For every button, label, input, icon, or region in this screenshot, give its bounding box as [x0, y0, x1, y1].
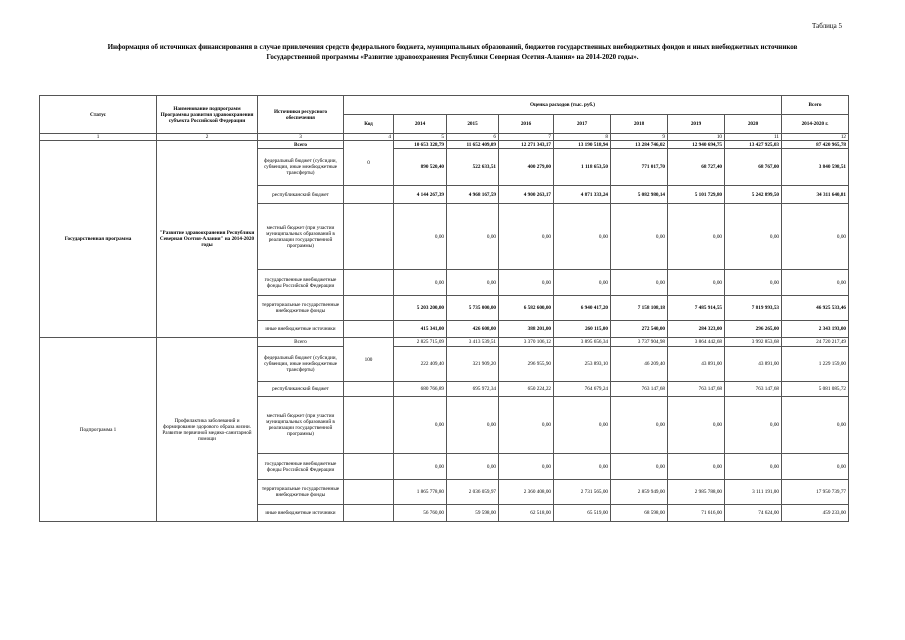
value-cell: 3 111 191,00	[725, 480, 782, 505]
value-cell: 415 341,00	[394, 321, 447, 338]
value-cell: 650 224,22	[499, 382, 554, 397]
source-cell: местный бюджет (при участии муниципальных образований в реализации государственной программы)	[258, 397, 344, 454]
value-cell: 0,00	[725, 454, 782, 480]
code-cell-empty	[344, 321, 394, 338]
value-cell: 6 940 417,20	[554, 296, 611, 321]
header-year-2016: 2016	[499, 115, 554, 134]
value-cell: 43 891,00	[668, 347, 725, 382]
value-cell: 65 519,00	[554, 505, 611, 522]
value-cell: 13 190 518,94	[554, 141, 611, 149]
code-cell-empty	[344, 204, 394, 270]
value-cell: 0,00	[725, 397, 782, 454]
value-cell: 11 652 409,09	[447, 141, 499, 149]
value-cell: 3 895 656,34	[554, 338, 611, 347]
value-cell: 0,00	[782, 397, 849, 454]
value-cell: 0,00	[611, 397, 668, 454]
value-cell: 426 608,00	[447, 321, 499, 338]
value-cell: 388 201,00	[499, 321, 554, 338]
source-cell: иные внебюджетные источники	[258, 505, 344, 522]
value-cell: 2 859 949,00	[611, 480, 668, 505]
value-cell: 4 871 333,24	[554, 186, 611, 204]
value-cell: 68 767,00	[725, 149, 782, 186]
header-year-2019: 2019	[668, 115, 725, 134]
value-cell: 5 735 000,00	[447, 296, 499, 321]
value-cell: 0,00	[611, 270, 668, 296]
value-cell: 34 311 640,81	[782, 186, 849, 204]
value-cell: 0,00	[499, 270, 554, 296]
value-cell: 0,00	[782, 454, 849, 480]
value-cell: 0,00	[499, 204, 554, 270]
source-cell: Всего	[258, 338, 344, 347]
value-cell: 0,00	[725, 270, 782, 296]
value-cell: 2 731 565,00	[554, 480, 611, 505]
financing-table	[39, 95, 849, 522]
value-cell: 0,00	[447, 270, 499, 296]
col-number: 9	[611, 134, 668, 141]
header-period: 2014-2020 г.	[782, 115, 849, 134]
value-cell: 0,00	[499, 397, 554, 454]
value-cell: 0,00	[668, 397, 725, 454]
value-cell: 260 115,00	[554, 321, 611, 338]
value-cell: 400 279,00	[499, 149, 554, 186]
value-cell: 522 633,51	[447, 149, 499, 186]
source-cell: иные внебюджетные источники	[258, 321, 344, 338]
status-cell: Подпрограмма 1	[40, 338, 157, 522]
header-source: Источники ресурсного обеспечения	[258, 96, 344, 134]
value-cell: 680 766,89	[394, 382, 447, 397]
value-cell: 0,00	[394, 270, 447, 296]
header-year-2015: 2015	[447, 115, 499, 134]
program-name-cell: "Развитие здравоохранения Республики Северная Осетия-Алания" на 2014-2020 годы	[157, 141, 258, 338]
value-cell: 68 727,40	[668, 149, 725, 186]
value-cell: 2 985 788,00	[668, 480, 725, 505]
value-cell: 87 420 965,78	[782, 141, 849, 149]
value-cell: 0,00	[447, 204, 499, 270]
value-cell: 3 864 442,68	[668, 338, 725, 347]
value-cell: 46 925 533,46	[782, 296, 849, 321]
code-cell-empty	[344, 454, 394, 480]
value-cell: 0,00	[447, 454, 499, 480]
value-cell: 12 940 694,75	[668, 141, 725, 149]
code-cell: 0	[344, 141, 394, 186]
source-cell: республиканский бюджет	[258, 186, 344, 204]
value-cell: 43 891,00	[725, 347, 782, 382]
value-cell: 0,00	[394, 204, 447, 270]
value-cell: 12 271 343,17	[499, 141, 554, 149]
value-cell: 3 992 853,68	[725, 338, 782, 347]
value-cell: 3 737 904,98	[611, 338, 668, 347]
value-cell: 695 972,34	[447, 382, 499, 397]
value-cell: 1 229 159,00	[782, 347, 849, 382]
col-number: 1	[40, 134, 157, 141]
source-cell: федеральный бюджет (субсидии, субвенции, иные межбюджетные трансферты)	[258, 149, 344, 186]
code-cell-empty	[344, 186, 394, 204]
value-cell: 3 413 539,51	[447, 338, 499, 347]
header-year-2014: 2014	[394, 115, 447, 134]
header-estimate: Оценка расходов (тыс. руб.)	[344, 96, 782, 115]
value-cell: 5 082 980,14	[611, 186, 668, 204]
value-cell: 4 144 267,39	[394, 186, 447, 204]
status-cell: Государственная программа	[40, 141, 157, 338]
value-cell: 0,00	[725, 204, 782, 270]
value-cell: 0,00	[611, 454, 668, 480]
value-cell: 0,00	[447, 397, 499, 454]
code-cell-empty	[344, 397, 394, 454]
value-cell: 7 485 914,55	[668, 296, 725, 321]
source-cell: Всего	[258, 141, 344, 149]
value-cell: 68 598,00	[611, 505, 668, 522]
value-cell: 0,00	[554, 270, 611, 296]
value-cell: 2 343 193,00	[782, 321, 849, 338]
value-cell: 0,00	[782, 270, 849, 296]
source-cell: республиканский бюджет	[258, 382, 344, 397]
source-cell: государственные внебюджетные фонды Российской Федерации	[258, 454, 344, 480]
source-cell: федеральный бюджет (субсидии, субвенции, иные межбюджетные трансферты)	[258, 347, 344, 382]
value-cell: 222 409,40	[394, 347, 447, 382]
value-cell: 296 265,00	[725, 321, 782, 338]
value-cell: 2 036 059,97	[447, 480, 499, 505]
value-cell: 763 147,68	[668, 382, 725, 397]
value-cell: 13 427 925,03	[725, 141, 782, 149]
code-cell-empty	[344, 505, 394, 522]
value-cell: 0,00	[668, 454, 725, 480]
value-cell: 321 909,20	[447, 347, 499, 382]
value-cell: 6 582 600,00	[499, 296, 554, 321]
value-cell: 0,00	[611, 204, 668, 270]
col-number: 7	[499, 134, 554, 141]
header-year-2017: 2017	[554, 115, 611, 134]
source-cell: территориальные государственные внебюджетные фонды	[258, 480, 344, 505]
value-cell: 0,00	[554, 454, 611, 480]
value-cell: 0,00	[554, 397, 611, 454]
header-year-2018: 2018	[611, 115, 668, 134]
value-cell: 0,00	[394, 454, 447, 480]
col-number: 10	[668, 134, 725, 141]
value-cell: 763 147,68	[611, 382, 668, 397]
value-cell: 4 968 167,59	[447, 186, 499, 204]
value-cell: 0,00	[668, 270, 725, 296]
value-cell: 0,00	[554, 204, 611, 270]
source-cell: местный бюджет (при участии муниципальных образований в реализации государственной программы)	[258, 204, 344, 270]
column-number-row	[40, 134, 849, 141]
col-number: 4	[344, 134, 394, 141]
source-cell: территориальные государственные внебюджетные фонды	[258, 296, 344, 321]
value-cell: 24 720 217,49	[782, 338, 849, 347]
value-cell: 0,00	[499, 454, 554, 480]
value-cell: 296 955,90	[499, 347, 554, 382]
header-total: Всего	[782, 96, 849, 115]
value-cell: 3 370 106,12	[499, 338, 554, 347]
header-name: Наименование подпрограмм Программы развития здравоохранения субъекта Российской Федерации	[157, 96, 258, 134]
value-cell: 1 865 778,80	[394, 480, 447, 505]
value-cell: 5 081 085,72	[782, 382, 849, 397]
code-cell: 100	[344, 338, 394, 382]
header-code: Код	[344, 115, 394, 134]
value-cell: 1 118 653,50	[554, 149, 611, 186]
program-name-cell: Профилактика заболеваний и формирование здорового образа жизни. Развитие первичной медико-санитарной помощи	[157, 338, 258, 522]
code-cell-empty	[344, 382, 394, 397]
value-cell: 59 598,00	[447, 505, 499, 522]
value-cell: 74 624,00	[725, 505, 782, 522]
code-cell-empty	[344, 270, 394, 296]
source-cell: государственные внебюджетные фонды Российской Федерации	[258, 270, 344, 296]
value-cell: 0,00	[394, 397, 447, 454]
value-cell: 763 147,68	[725, 382, 782, 397]
page-title	[20, 42, 885, 62]
value-cell: 56 760,00	[394, 505, 447, 522]
value-cell: 0,00	[782, 204, 849, 270]
value-cell: 5 242 899,50	[725, 186, 782, 204]
value-cell: 62 518,00	[499, 505, 554, 522]
col-number: 5	[394, 134, 447, 141]
value-cell: 764 679,24	[554, 382, 611, 397]
value-cell: 46 209,40	[611, 347, 668, 382]
code-cell-empty	[344, 480, 394, 505]
value-cell: 253 893,10	[554, 347, 611, 382]
col-number: 12	[782, 134, 849, 141]
col-number: 11	[725, 134, 782, 141]
col-number: 6	[447, 134, 499, 141]
value-cell: 5 203 200,00	[394, 296, 447, 321]
col-number: 3	[258, 134, 344, 141]
code-cell-empty	[344, 296, 394, 321]
title-line-1: Информация об источниках финансирования в случае привлечения средств федерального бюджета, муниципальных образований, бюджетов государственных внебюджетных фондов и иных внебюджетных источников	[107, 43, 798, 51]
col-number: 2	[157, 134, 258, 141]
value-cell: 13 284 746,02	[611, 141, 668, 149]
header-year-2020: 2020	[725, 115, 782, 134]
value-cell: 284 323,00	[668, 321, 725, 338]
value-cell: 0,00	[668, 204, 725, 270]
value-cell: 2 360 408,00	[499, 480, 554, 505]
table-row	[40, 141, 849, 149]
value-cell: 890 520,40	[394, 149, 447, 186]
value-cell: 7 819 993,53	[725, 296, 782, 321]
title-line-2: Государственной программы «Развитие здравоохранения Республики Северная Осетия-Алания» на 2014-2020 годы».	[266, 53, 639, 61]
value-cell: 5 101 729,80	[668, 186, 725, 204]
table-row	[40, 338, 849, 347]
value-cell: 7 158 108,18	[611, 296, 668, 321]
value-cell: 771 017,70	[611, 149, 668, 186]
value-cell: 17 950 739,77	[782, 480, 849, 505]
value-cell: 272 540,00	[611, 321, 668, 338]
value-cell: 3 840 598,51	[782, 149, 849, 186]
col-number: 8	[554, 134, 611, 141]
value-cell: 10 653 328,79	[394, 141, 447, 149]
value-cell: 71 616,00	[668, 505, 725, 522]
value-cell: 459 233,00	[782, 505, 849, 522]
value-cell: 4 900 263,17	[499, 186, 554, 204]
value-cell: 2 825 715,09	[394, 338, 447, 347]
header-status: Статус	[40, 96, 157, 134]
table-label: Таблица 5	[812, 22, 842, 30]
